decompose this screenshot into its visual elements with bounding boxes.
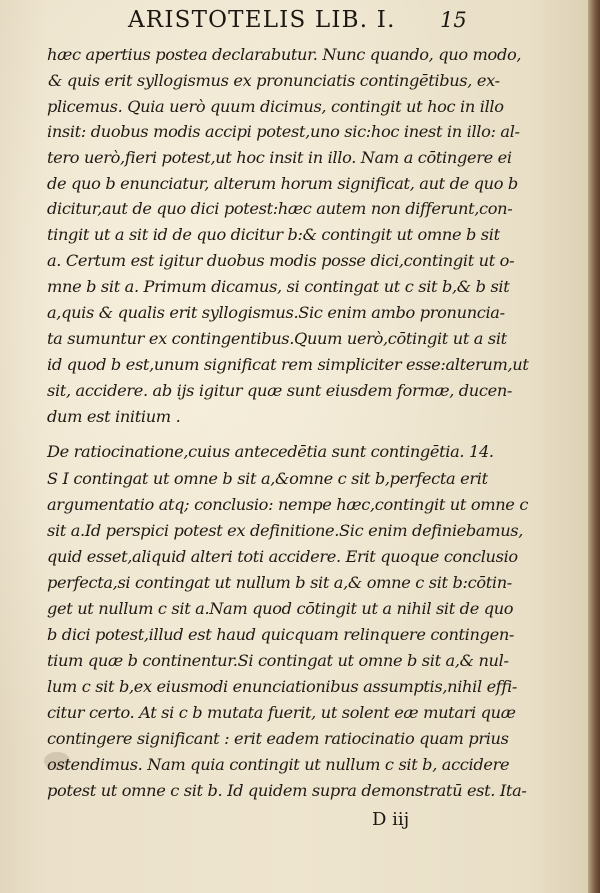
text-line: ta sumuntur ex contingentibus.Quum uerò,cōtingit ut a sit — [47, 329, 507, 348]
text-line: tium quæ b continentur.Si contingat ut omne b sit a,& nul- — [47, 651, 509, 670]
text-line: dicitur,aut de quo dici potest:hæc autem non differunt,con- — [47, 199, 513, 218]
text-line: sit a.Id perspici potest ex definitione.Sic enim definiebamus, — [47, 521, 524, 540]
text-line: mne b sit a. Primum dicamus, si contingat ut c sit b,& b sit — [47, 277, 510, 296]
text-line: potest ut omne c sit b. Id quidem supra demonstratū est. Ita- — [47, 781, 527, 800]
text-line: quid esset,aliquid alteri toti accidere. Erit quoque conclusio — [47, 547, 518, 566]
page-edge — [588, 0, 600, 893]
text-line: plicemus. Quia uerò quum dicimus, contingit ut hoc in illo — [47, 97, 504, 116]
text-line: dum est initium . — [47, 407, 181, 426]
text-line: a. Certum est igitur duobus modis posse dici,contingit ut o- — [47, 251, 515, 270]
running-head — [0, 2, 588, 38]
section-heading: De ratiocinatione,cuius antecedētia sunt contingētia. 14. — [47, 442, 494, 461]
signature-mark: D iij — [372, 809, 410, 830]
text-line: tingit ut a sit id de quo dicitur b:& contingit ut omne b sit — [47, 225, 500, 244]
text-line: a,quis & qualis erit syllogismus.Sic enim ambo pronuncia- — [47, 303, 505, 322]
text-line: citur certo. At si c b mutata fuerit, ut solent eæ mutari quæ — [47, 703, 516, 722]
text-line: get ut nullum c sit a.Nam quod cōtingit ut a nihil sit de quo — [47, 599, 514, 618]
text-line: insit: duobus modis accipi potest,uno sic:hoc inest in illo: al- — [47, 122, 520, 141]
running-head-title: ARISTOTELIS LIB. I. — [128, 7, 396, 33]
text-line: ostendimus. Nam quia contingit ut nullum c sit b, accidere — [47, 755, 510, 774]
text-line: hæc apertius postea declarabutur. Nunc quando, quo modo, — [47, 45, 522, 64]
text-line: S I contingat ut omne b sit a,&omne c sit b,perfecta erit — [47, 469, 488, 488]
page-number: 15 — [440, 8, 467, 32]
text-line: argumentatio atq; conclusio: nempe hæc,contingit ut omne c — [47, 495, 529, 514]
text-line: sit, accidere. ab ijs igitur quæ sunt eiusdem formæ, ducen- — [47, 381, 513, 400]
text-line: lum c sit b,ex eiusmodi enunciationibus assumptis,nihil effi- — [47, 677, 518, 696]
text-line: contingere significant : erit eadem ratiocinatio quam prius — [47, 729, 509, 748]
text-line: & quis erit syllogismus ex pronunciatis contingētibus, ex- — [48, 71, 500, 90]
text-line: tero uerò,fieri potest,ut hoc insit in illo. Nam a cōtingere ei — [47, 148, 512, 167]
text-line: b dici potest,illud est haud quicquam relinquere contingen- — [47, 625, 515, 644]
text-line: id quod b est,unum significat rem simpliciter esse:alterum,ut — [47, 355, 529, 374]
text-line: perfecta,si contingat ut nullum b sit a,& omne c sit b:cōtin- — [47, 573, 512, 592]
text-line: de quo b enunciatur, alterum horum significat, aut de quo b — [47, 174, 518, 193]
